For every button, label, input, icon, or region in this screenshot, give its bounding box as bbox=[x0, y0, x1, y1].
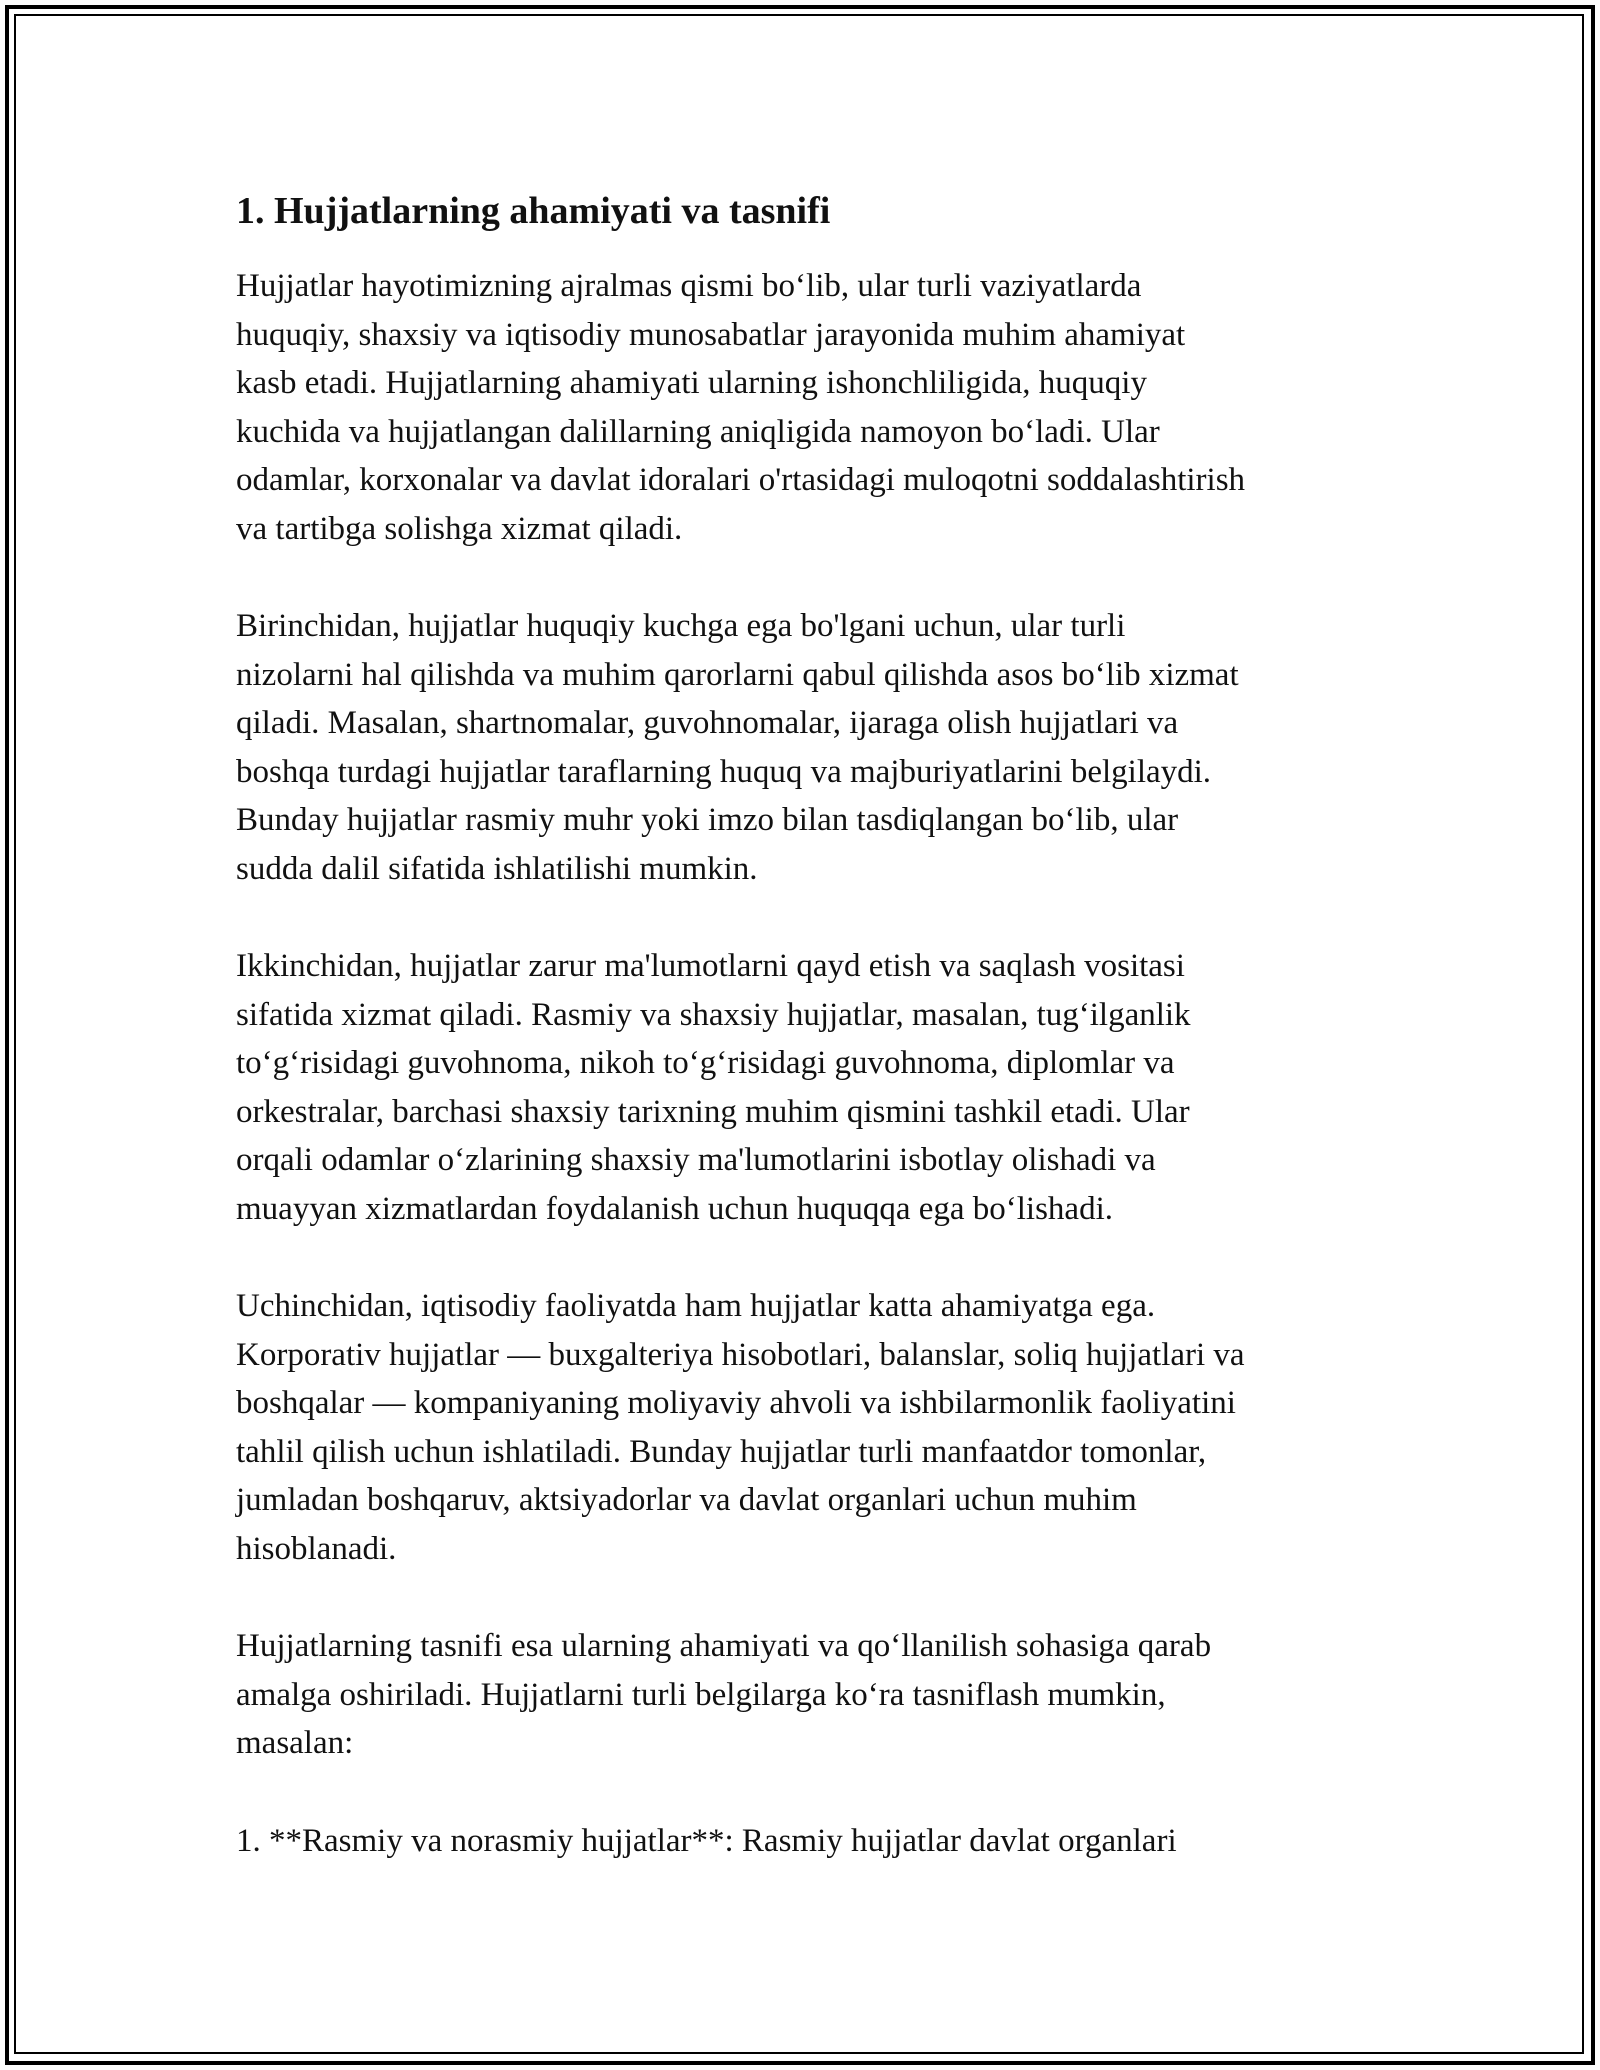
paragraph-3 bbox=[236, 942, 1376, 1233]
paragraph-line: huquqiy, shaxsiy va iqtisodiy munosabatlar jarayonida muhim ahamiyat bbox=[236, 316, 1186, 353]
paragraph-line: boshqalar — kompaniyaning moliyaviy ahvoli va ishbilarmonlik faoliyatini bbox=[236, 1385, 1236, 1421]
paragraph-line: amalga oshiriladi. Hujjatlarni turli belgilarga ko‘ra tasniflash mumkin, bbox=[236, 1676, 1166, 1713]
paragraph-line: hisoblanadi. bbox=[236, 1530, 397, 1567]
paragraph-line: Korporativ hujjatlar — buxgalteriya hisobotlari, balanslar, soliq hujjatlari va bbox=[236, 1336, 1245, 1373]
paragraph-4 bbox=[236, 1282, 1376, 1573]
paragraph-line: Hujjatlarning tasnifi esa ularning ahamiyati va qo‘llanilish sohasiga qarab bbox=[236, 1628, 1212, 1664]
paragraph-line: tahlil qilish uchun ishlatiladi. Bunday hujjatlar turli manfaatdor tomonlar, bbox=[236, 1433, 1207, 1470]
paragraph-line: orqali odamlar o‘zlarining shaxsiy ma'lumotlarini isbotlay olishadi va bbox=[236, 1142, 1156, 1178]
paragraph-list bbox=[236, 262, 1376, 1865]
paragraph-line: sifatida xizmat qiladi. Rasmiy va shaxsiy hujjatlar, masalan, tug‘ilganlik bbox=[236, 996, 1191, 1033]
paragraph-5 bbox=[236, 1622, 1376, 1768]
document-body bbox=[236, 186, 1376, 1914]
paragraph-6 bbox=[236, 1817, 1376, 1866]
paragraph-line: Birinchidan, hujjatlar huquqiy kuchga ega bo'lgani uchun, ular turli bbox=[236, 608, 1126, 644]
paragraph-line: orkestralar, barchasi shaxsiy tarixning muhim qismini tashkil etadi. Ular bbox=[236, 1093, 1190, 1130]
paragraph-1 bbox=[236, 262, 1376, 553]
paragraph-line: masalan: bbox=[236, 1725, 354, 1761]
paragraph-line: nizolarni hal qilishda va muhim qarorlarni qabul qilishda asos bo‘lib xizmat bbox=[236, 656, 1239, 693]
paragraph-line: muayyan xizmatlardan foydalanish uchun huquqqa ega bo‘lishadi. bbox=[236, 1190, 1113, 1227]
paragraph-line: boshqa turdagi hujjatlar taraflarning huquq va majburiyatlarini belgilaydi. bbox=[236, 753, 1212, 790]
paragraph-line: to‘g‘risidagi guvohnoma, nikoh to‘g‘risidagi guvohnoma, diplomlar va bbox=[236, 1045, 1175, 1081]
paragraph-line: jumladan boshqaruv, aktsiyadorlar va davlat organlari uchun muhim bbox=[236, 1482, 1137, 1518]
paragraph-line: va tartibga solishga xizmat qiladi. bbox=[236, 510, 683, 547]
paragraph-line: kasb etadi. Hujjatlarning ahamiyati ularning ishonchliligida, huquqiy bbox=[236, 365, 1147, 401]
paragraph-line: Hujjatlar hayotimizning ajralmas qismi bo‘lib, ular turli vaziyatlarda bbox=[236, 268, 1142, 304]
paragraph-2 bbox=[236, 602, 1376, 893]
paragraph-line: 1. **Rasmiy va norasmiy hujjatlar**: Rasmiy hujjatlar davlat organlari bbox=[236, 1822, 1177, 1859]
paragraph-line: kuchida va hujjatlangan dalillarning aniqligida namoyon bo‘ladi. Ular bbox=[236, 413, 1160, 450]
section-heading: 1. Hujjatlarning ahamiyati va tasnifi bbox=[236, 190, 831, 232]
paragraph-line: Bunday hujjatlar rasmiy muhr yoki imzo bilan tasdiqlangan bo‘lib, ular bbox=[236, 802, 1179, 838]
paragraph-line: qiladi. Masalan, shartnomalar, guvohnomalar, ijaraga olish hujjatlari va bbox=[236, 705, 1179, 741]
paragraph-line: odamlar, korxonalar va davlat idoralari o'rtasidagi muloqotni soddalashtirish bbox=[236, 462, 1246, 498]
paragraph-line: Ikkinchidan, hujjatlar zarur ma'lumotlarni qayd etish va saqlash vositasi bbox=[236, 948, 1185, 984]
paragraph-line: Uchinchidan, iqtisodiy faoliyatda ham hujjatlar katta ahamiyatga ega. bbox=[236, 1288, 1156, 1324]
paragraph-line: sudda dalil sifatida ishlatilishi mumkin. bbox=[236, 850, 758, 887]
